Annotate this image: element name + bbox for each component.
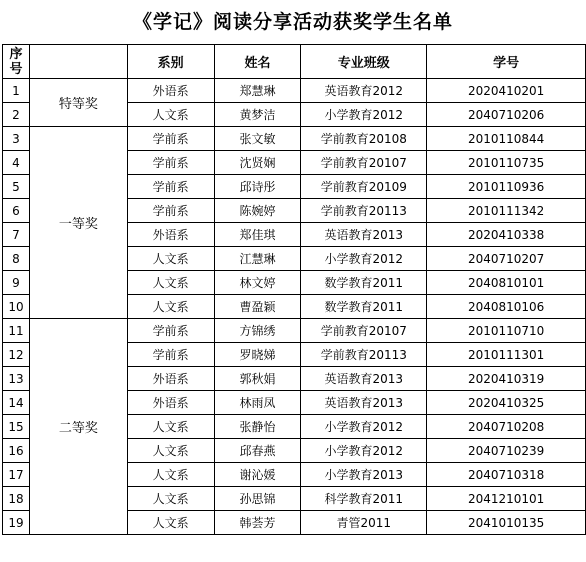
row-department: 外语系 <box>127 223 214 247</box>
row-student-id: 2040710208 <box>427 415 586 439</box>
row-class: 英语教育2013 <box>301 223 427 247</box>
row-number: 2 <box>3 103 30 127</box>
row-name: 张文敏 <box>214 127 301 151</box>
table-header-row <box>3 45 586 79</box>
row-class: 小学教育2012 <box>301 103 427 127</box>
row-student-id: 2010110844 <box>427 127 586 151</box>
row-name: 沈贤娴 <box>214 151 301 175</box>
row-number: 19 <box>3 511 30 535</box>
row-student-id: 2041010135 <box>427 511 586 535</box>
row-department: 学前系 <box>127 151 214 175</box>
row-class: 数学教育2011 <box>301 271 427 295</box>
row-name: 罗晓娣 <box>214 343 301 367</box>
table-row <box>3 319 586 343</box>
row-class: 学前教育20108 <box>301 127 427 151</box>
row-name: 林文婷 <box>214 271 301 295</box>
header-department: 系别 <box>127 45 214 79</box>
row-number: 3 <box>3 127 30 151</box>
row-number: 18 <box>3 487 30 511</box>
page-title: 《学记》阅读分享活动获奖学生名单 <box>132 11 453 33</box>
row-student-id: 2010110735 <box>427 151 586 175</box>
row-number: 10 <box>3 295 30 319</box>
row-student-id: 2010111301 <box>427 343 586 367</box>
award-level: 一等奖 <box>29 127 127 319</box>
row-student-id: 2010110710 <box>427 319 586 343</box>
row-number: 11 <box>3 319 30 343</box>
row-number: 9 <box>3 271 30 295</box>
row-name: 曹盈颖 <box>214 295 301 319</box>
row-name: 郑慧琳 <box>214 79 301 103</box>
row-class: 学前教育20107 <box>301 319 427 343</box>
row-student-id: 2040710206 <box>427 103 586 127</box>
row-department: 学前系 <box>127 319 214 343</box>
row-number: 7 <box>3 223 30 247</box>
row-department: 人文系 <box>127 511 214 535</box>
award-table <box>2 44 586 535</box>
table-row <box>3 79 586 103</box>
row-name: 林雨凤 <box>214 391 301 415</box>
row-department: 人文系 <box>127 247 214 271</box>
row-department: 人文系 <box>127 439 214 463</box>
row-name: 韩荟芳 <box>214 511 301 535</box>
row-class: 学前教育20113 <box>301 199 427 223</box>
row-name: 谢沁媛 <box>214 463 301 487</box>
row-number: 5 <box>3 175 30 199</box>
row-student-id: 2041210101 <box>427 487 586 511</box>
row-class: 英语教育2013 <box>301 367 427 391</box>
row-number: 16 <box>3 439 30 463</box>
row-class: 学前教育20113 <box>301 343 427 367</box>
row-department: 人文系 <box>127 463 214 487</box>
row-name: 邱诗彤 <box>214 175 301 199</box>
row-department: 外语系 <box>127 79 214 103</box>
row-class: 小学教育2012 <box>301 439 427 463</box>
row-department: 学前系 <box>127 127 214 151</box>
row-class: 学前教育20107 <box>301 151 427 175</box>
row-department: 学前系 <box>127 343 214 367</box>
row-department: 学前系 <box>127 199 214 223</box>
table-row <box>3 127 586 151</box>
award-level: 二等奖 <box>29 319 127 535</box>
row-class: 小学教育2013 <box>301 463 427 487</box>
row-department: 人文系 <box>127 103 214 127</box>
row-class: 英语教育2013 <box>301 391 427 415</box>
row-number: 1 <box>3 79 30 103</box>
row-department: 人文系 <box>127 271 214 295</box>
row-class: 小学教育2012 <box>301 247 427 271</box>
row-student-id: 2020410201 <box>427 79 586 103</box>
row-name: 郭秋娟 <box>214 367 301 391</box>
row-student-id: 2040710239 <box>427 439 586 463</box>
row-student-id: 2040810101 <box>427 271 586 295</box>
row-class: 科学教育2011 <box>301 487 427 511</box>
row-name: 黄梦洁 <box>214 103 301 127</box>
row-number: 14 <box>3 391 30 415</box>
row-name: 郑佳琪 <box>214 223 301 247</box>
row-class: 学前教育20109 <box>301 175 427 199</box>
row-department: 外语系 <box>127 367 214 391</box>
row-class: 英语教育2012 <box>301 79 427 103</box>
row-name: 陈婉婷 <box>214 199 301 223</box>
header-student-id: 学号 <box>427 45 586 79</box>
row-number: 8 <box>3 247 30 271</box>
row-student-id: 2020410338 <box>427 223 586 247</box>
row-name: 方锦绣 <box>214 319 301 343</box>
row-department: 人文系 <box>127 415 214 439</box>
award-level: 特等奖 <box>29 79 127 127</box>
row-number: 4 <box>3 151 30 175</box>
row-department: 外语系 <box>127 391 214 415</box>
row-department: 学前系 <box>127 175 214 199</box>
header-index: 序号 <box>3 45 30 79</box>
row-number: 15 <box>3 415 30 439</box>
header-name: 姓名 <box>214 45 301 79</box>
row-department: 人文系 <box>127 487 214 511</box>
row-class: 小学教育2012 <box>301 415 427 439</box>
header-class: 专业班级 <box>301 45 427 79</box>
row-class: 青管2011 <box>301 511 427 535</box>
row-name: 邱春燕 <box>214 439 301 463</box>
row-number: 12 <box>3 343 30 367</box>
award-table-body <box>3 45 586 535</box>
row-number: 17 <box>3 463 30 487</box>
row-student-id: 2020410319 <box>427 367 586 391</box>
row-number: 13 <box>3 367 30 391</box>
row-student-id: 2040810106 <box>427 295 586 319</box>
row-name: 孙思锦 <box>214 487 301 511</box>
row-student-id: 2010110936 <box>427 175 586 199</box>
row-student-id: 2010111342 <box>427 199 586 223</box>
row-student-id: 2040710318 <box>427 463 586 487</box>
row-student-id: 2020410325 <box>427 391 586 415</box>
row-class: 数学教育2011 <box>301 295 427 319</box>
row-number: 6 <box>3 199 30 223</box>
row-name: 江慧琳 <box>214 247 301 271</box>
header-award <box>29 45 127 79</box>
row-name: 张静怡 <box>214 415 301 439</box>
row-student-id: 2040710207 <box>427 247 586 271</box>
row-department: 人文系 <box>127 295 214 319</box>
